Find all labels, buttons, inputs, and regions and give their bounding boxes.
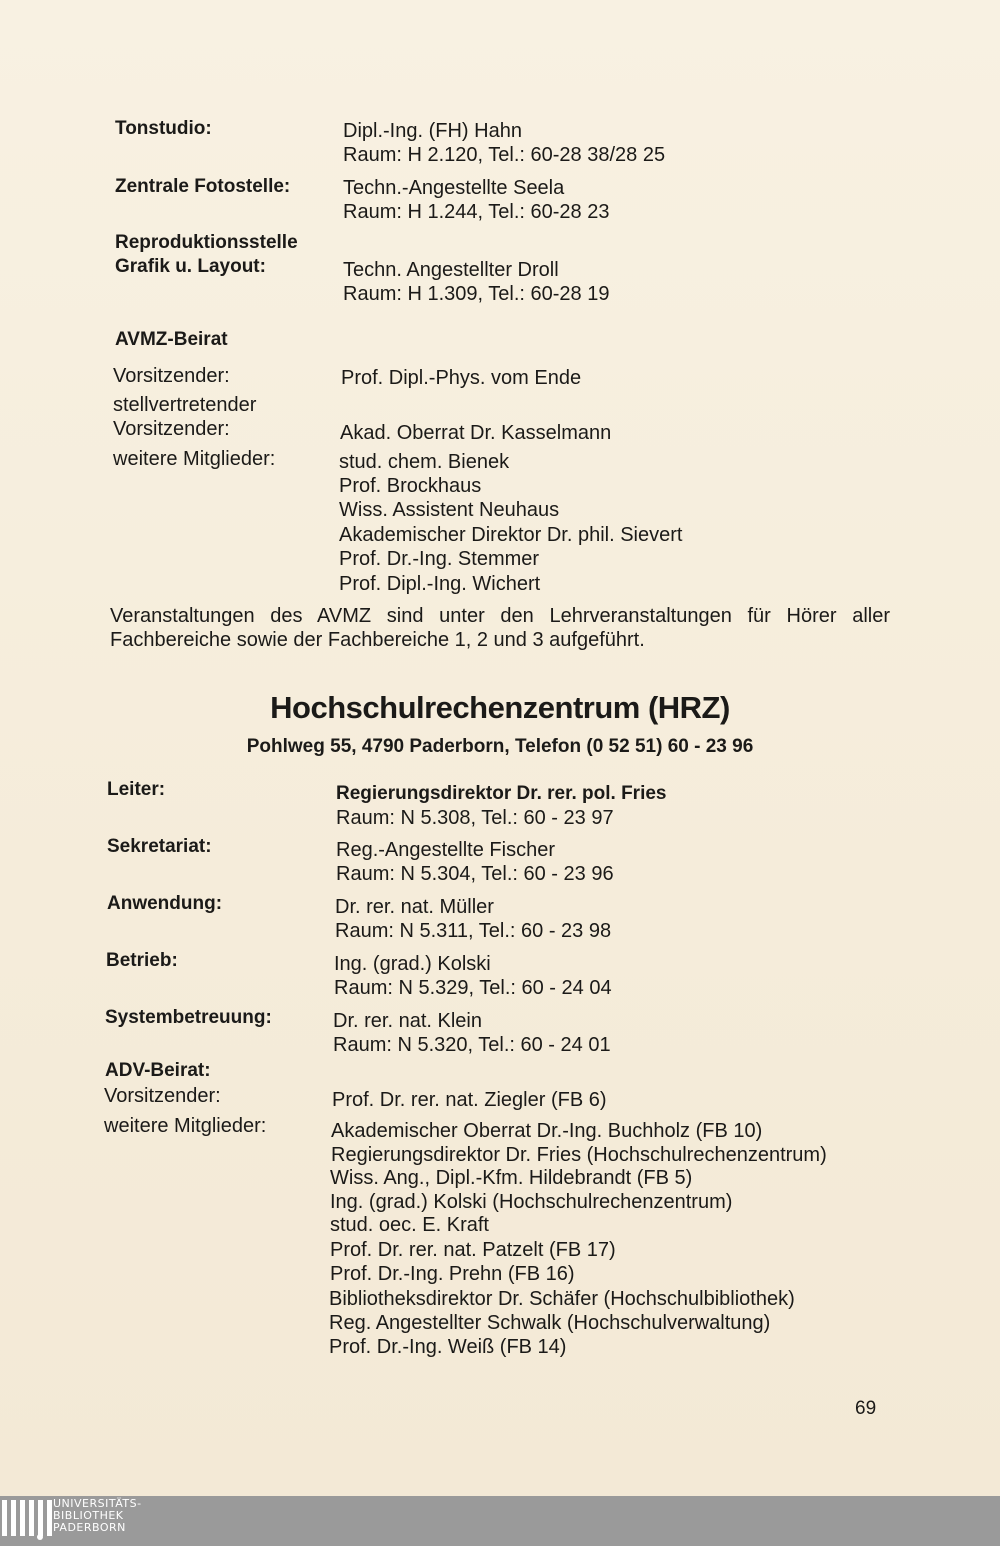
adv-member: Prof. Dr.-Ing. Prehn (FB 16)	[330, 1263, 575, 1285]
systembetreuung-name: Dr. rer. nat. Klein	[333, 1010, 482, 1032]
betrieb-name: Ing. (grad.) Kolski	[334, 953, 491, 975]
avmz-member: Wiss. Assistent Neuhaus	[339, 499, 560, 521]
hrz-address: Pohlweg 55, 4790 Paderborn, Telefon (0 52 51) 60 - 23 96	[246, 736, 754, 757]
label-betrieb: Betrieb:	[106, 950, 178, 971]
avmz-chair-label: Vorsitzender:	[113, 365, 230, 387]
hrz-title: Hochschulrechenzentrum (HRZ)	[270, 690, 730, 725]
avmz-note: Veranstaltungen des AVMZ sind unter den Lehrveranstaltungen für Hörer aller Fachbereiche sowie der Fachbereiche 1, 2 und 3 aufgeführt.	[110, 605, 890, 651]
avmz-vice: Akad. Oberrat Dr. Kasselmann	[340, 422, 612, 444]
adv-chair-label: Vorsitzender:	[104, 1085, 221, 1107]
library-name	[53, 1498, 142, 1534]
logo-dot-icon	[37, 1534, 43, 1540]
sekretariat-name: Reg.-Angestellte Fischer	[336, 839, 555, 861]
library-logo-icon	[2, 1500, 52, 1542]
adv-members-label: weitere Mitglieder:	[104, 1115, 267, 1137]
adv-member: stud. oec. E. Kraft	[330, 1214, 489, 1236]
avmz-chair: Prof. Dipl.-Phys. vom Ende	[341, 367, 582, 389]
adv-beirat-heading: ADV-Beirat:	[105, 1060, 211, 1081]
betrieb-room: Raum: N 5.329, Tel.: 60 - 24 04	[334, 977, 612, 999]
label-tonstudio: Tonstudio:	[115, 118, 212, 139]
avmz-beirat-heading: AVMZ-Beirat	[115, 329, 228, 350]
adv-member: Ing. (grad.) Kolski (Hochschulrechenzentrum)	[330, 1191, 733, 1213]
label-sekretariat: Sekretariat:	[107, 836, 212, 857]
avmz-member: stud. chem. Bienek	[339, 451, 510, 473]
adv-member: Akademischer Oberrat Dr.-Ing. Buchholz (FB 10)	[331, 1120, 763, 1142]
adv-member: Reg. Angestellter Schwalk (Hochschulverwaltung)	[329, 1312, 771, 1334]
library-name-line: UNIVERSITÄTS-	[53, 1497, 142, 1510]
label-systembetreuung: Systembetreuung:	[105, 1007, 272, 1028]
library-name-line: PADERBORN	[53, 1521, 126, 1534]
library-footer-bar	[0, 1496, 1000, 1546]
label-leiter: Leiter:	[107, 779, 166, 800]
page-number: 69	[855, 1398, 877, 1419]
adv-chair: Prof. Dr. rer. nat. Ziegler (FB 6)	[332, 1089, 607, 1111]
label-anwendung: Anwendung:	[107, 893, 223, 914]
leiter-room: Raum: N 5.308, Tel.: 60 - 23 97	[336, 807, 614, 829]
systembetreuung-room: Raum: N 5.320, Tel.: 60 - 24 01	[333, 1034, 611, 1056]
adv-member: Wiss. Ang., Dipl.-Kfm. Hildebrandt (FB 5)	[330, 1167, 693, 1189]
adv-member: Bibliotheksdirektor Dr. Schäfer (Hochschulbibliothek)	[329, 1288, 795, 1310]
fotostelle-name: Techn.-Angestellte Seela	[343, 177, 565, 199]
anwendung-room: Raum: N 5.311, Tel.: 60 - 23 98	[335, 920, 612, 942]
avmz-vice-label-2: Vorsitzender:	[113, 418, 230, 440]
avmz-member: Prof. Brockhaus	[339, 475, 482, 497]
reproduktion-name: Techn. Angestellter Droll	[343, 259, 559, 281]
label-reproduktion-1: Reproduktionsstelle	[115, 232, 298, 253]
anwendung-name: Dr. rer. nat. Müller	[335, 896, 494, 918]
adv-member: Regierungsdirektor Dr. Fries (Hochschulrechenzentrum)	[331, 1144, 827, 1166]
library-name-line: BIBLIOTHEK	[53, 1509, 124, 1522]
label-fotostelle: Zentrale Fotostelle:	[115, 176, 291, 197]
tonstudio-room: Raum: H 2.120, Tel.: 60-28 38/28 25	[343, 144, 666, 166]
avmz-vice-label-1: stellvertretender	[113, 394, 257, 416]
adv-member: Prof. Dr. rer. nat. Patzelt (FB 17)	[330, 1239, 616, 1261]
sekretariat-room: Raum: N 5.304, Tel.: 60 - 23 96	[336, 863, 614, 885]
reproduktion-room: Raum: H 1.309, Tel.: 60-28 19	[343, 283, 610, 305]
label-reproduktion-2: Grafik u. Layout:	[115, 256, 266, 277]
fotostelle-room: Raum: H 1.244, Tel.: 60-28 23	[343, 201, 610, 223]
avmz-member: Akademischer Direktor Dr. phil. Sievert	[339, 524, 683, 546]
avmz-member: Prof. Dr.-Ing. Stemmer	[339, 548, 540, 570]
adv-member: Prof. Dr.-Ing. Weiß (FB 14)	[329, 1336, 567, 1358]
avmz-members-label: weitere Mitglieder:	[113, 448, 276, 470]
leiter-name: Regierungsdirektor Dr. rer. pol. Fries	[336, 783, 667, 804]
avmz-member: Prof. Dipl.-Ing. Wichert	[339, 573, 541, 595]
tonstudio-name: Dipl.-Ing. (FH) Hahn	[343, 120, 522, 142]
